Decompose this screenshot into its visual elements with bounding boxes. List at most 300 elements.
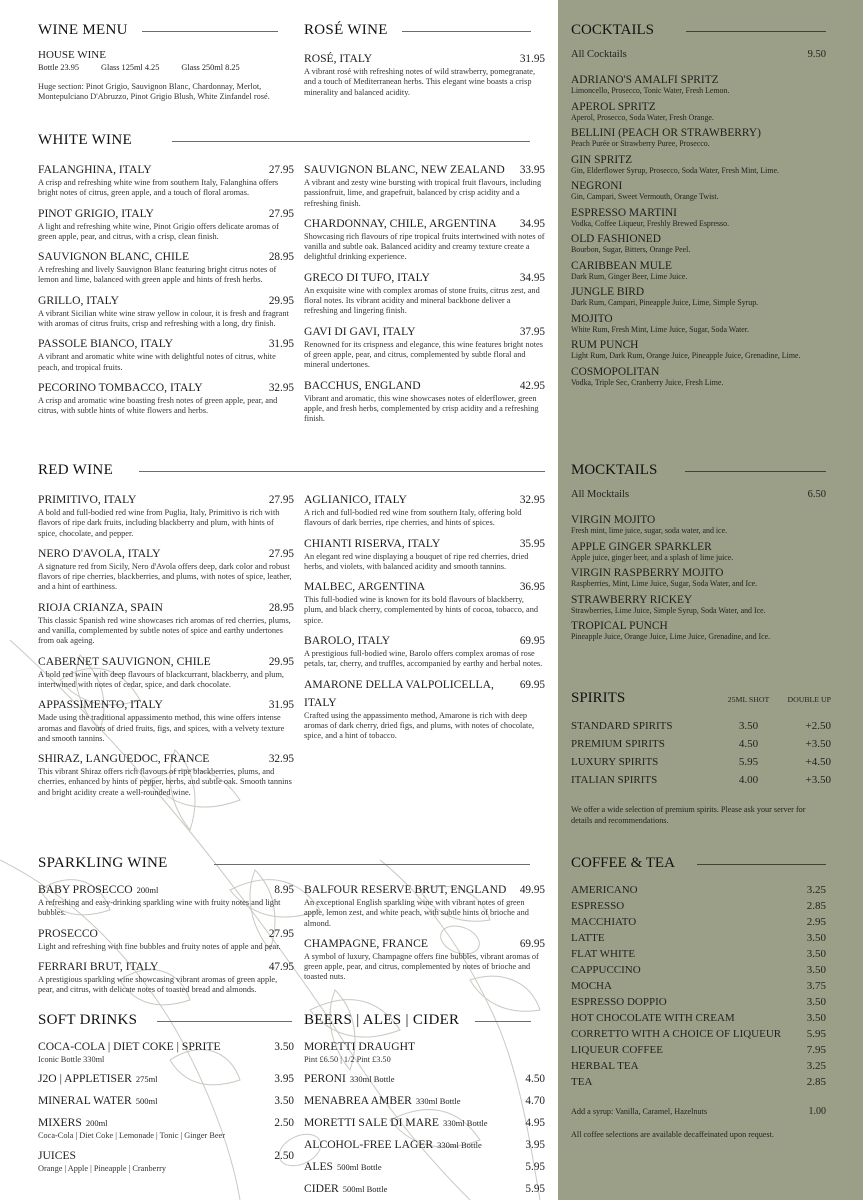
item-name-wrap (38, 957, 158, 975)
cocktails-section (571, 22, 826, 392)
item-name-wrap (304, 675, 520, 711)
house-wine-section (38, 22, 278, 103)
divider (475, 1021, 531, 1022)
item-name-wrap (38, 880, 158, 898)
cocktail-name: ESPRESSO MARTINI (571, 206, 677, 219)
item-price: 42.95 (519, 379, 545, 392)
menu-item (38, 490, 294, 539)
coffee-price: 3.50 (806, 1012, 826, 1024)
item-price: 36.95 (519, 581, 545, 594)
cocktail-ingredients: Dark Rum, Campari, Pineapple Juice, Lime, Simple Syrup. (571, 298, 759, 307)
sparkling-wine-title: SPARKLING WINE (38, 855, 168, 871)
item-description: An exquisite wine with complex aromas of stone fruits, citrus zest, and floral notes. Its vibrant acidity and mineral backbone deliver a refreshing and lingering finish. (304, 285, 540, 316)
cocktail-item (571, 207, 826, 229)
item-name-wrap (304, 1037, 415, 1055)
coffee-price: 2.85 (806, 1076, 826, 1088)
all-cocktails-label: All Cocktails (571, 49, 627, 60)
item-price: 8.95 (274, 884, 294, 896)
item-price: 4.50 (525, 1073, 545, 1086)
coffee-row (571, 898, 826, 914)
glass-250-price: Glass 250ml 8.25 (181, 63, 240, 72)
item-row (304, 1179, 545, 1197)
item-description: A symbol of luxury, Champagne offers fine bubbles, vibrant aromas of green apple, pear, and citrus, complemented by notes of brioche and toasted nuts. (304, 951, 539, 982)
item-price: 32.95 (519, 494, 545, 506)
coffee-row (571, 978, 826, 994)
menu-item (304, 376, 545, 425)
item-name-wrap (304, 214, 497, 232)
coffee-header (571, 855, 826, 872)
item-name: APPASSIMENTO, ITALY (38, 698, 163, 712)
red-wine-header (38, 462, 545, 479)
cocktail-item (571, 339, 826, 361)
item-size: 330ml Bottle (442, 1118, 488, 1129)
item-description: This classic Spanish red wine showcases rich aromas of red cherries, plums, and vanilla, complemented by subtle notes of spice and earthy undertones from oak ageing. (38, 615, 291, 646)
item-row (304, 214, 545, 232)
item-row (304, 534, 545, 552)
item-name: JUICES (38, 1148, 77, 1162)
spirit-shot-price: 4.50 (738, 738, 759, 750)
item-name-wrap (304, 1157, 382, 1175)
menu-item (38, 924, 294, 952)
item-price: 27.95 (268, 927, 294, 940)
spirit-shot-price: 5.95 (738, 756, 759, 768)
all-cocktails-price: 9.50 (807, 49, 826, 60)
menu-item (38, 880, 294, 919)
item-price: 3.50 (274, 1041, 294, 1053)
item-name-wrap (38, 695, 163, 713)
spirits-title: SPIRITS (571, 690, 626, 706)
item-name-wrap (304, 490, 407, 508)
item-row (304, 1113, 545, 1131)
item-name: MALBEC, ARGENTINA (304, 580, 426, 594)
divider (685, 471, 826, 472)
coffee-title: COFFEE & TEA (571, 855, 675, 871)
cocktail-item (571, 260, 826, 282)
coffee-row (571, 930, 826, 946)
all-mocktails-price: 6.50 (807, 489, 826, 500)
item-price: 37.95 (519, 325, 545, 338)
mocktail-name: TROPICAL PUNCH (571, 620, 668, 632)
item-row (304, 1069, 545, 1087)
cocktail-item (571, 74, 826, 96)
item-name-wrap (38, 291, 119, 309)
mocktail-name: VIRGIN RASPBERRY MOJITO (571, 567, 724, 579)
item-name: MENABREA AMBER (304, 1094, 412, 1108)
menu-item (38, 204, 294, 243)
item-name: COCA-COLA | DIET COKE | SPRITE (38, 1040, 221, 1053)
item-size: 500ml Bottle (336, 1162, 382, 1173)
beers-list (304, 1037, 545, 1197)
item-row (304, 1091, 545, 1109)
cocktail-ingredients: Dark Rum, Ginger Beer, Lime Juice. (571, 271, 688, 281)
menu-item (38, 695, 294, 744)
item-row (38, 1113, 294, 1131)
item-row (304, 1135, 545, 1153)
menu-item (38, 1037, 294, 1065)
coffee-row (571, 1042, 826, 1058)
cocktail-item (571, 313, 826, 335)
item-name-wrap (38, 1091, 157, 1109)
item-description: Coca-Cola | Diet Coke | Lemonade | Tonic | Ginger Beer (38, 1131, 226, 1141)
syrup-label: Add a syrup: Vanilla, Caramel, Hazelnuts (571, 1107, 708, 1116)
item-name-wrap (304, 1179, 387, 1197)
cocktail-name: COSMOPOLITAN (571, 365, 660, 378)
item-row (38, 1146, 294, 1164)
coffee-row (571, 1026, 826, 1042)
item-row (38, 1037, 294, 1055)
white-wine-header (38, 132, 530, 149)
item-description: A vibrant and zesty wine bursting with tropical fruit flavours, including passionfruit, lime, and grapefruit, balanced by crisp acidity and a refreshing finish. (304, 178, 542, 208)
item-row (38, 1069, 294, 1087)
item-row (38, 695, 294, 713)
item-description: Vibrant and aromatic, this wine showcases notes of elderflower, green apple, and fresh herbs, complemented by crisp acidity and a refreshing finish. (304, 393, 539, 424)
item-row (38, 749, 294, 767)
item-name: MORETTI SALE DI MARE (304, 1116, 439, 1130)
item-name: ROSÉ, ITALY (304, 52, 373, 65)
item-size: 500ml Bottle (342, 1184, 388, 1195)
divider (686, 31, 826, 32)
item-price: 27.95 (268, 207, 294, 220)
item-name-wrap (304, 1091, 461, 1109)
item-name: BAROLO, ITALY (304, 634, 391, 648)
item-price: 5.95 (525, 1183, 545, 1196)
menu-item (304, 1037, 545, 1065)
coffee-row (571, 914, 826, 930)
cocktail-ingredients: White Rum, Fresh Mint, Lime Juice, Sugar, Soda Water. (571, 324, 749, 334)
item-name-wrap (304, 880, 506, 898)
coffee-name: CAPPUCCINO (571, 964, 641, 976)
coffee-price: 2.95 (806, 916, 826, 928)
item-price: 27.95 (268, 547, 294, 560)
item-row (304, 577, 545, 595)
item-name: MINERAL WATER (38, 1094, 132, 1108)
item-row (304, 322, 545, 340)
menu-item (304, 1135, 545, 1153)
item-name-wrap (304, 934, 428, 952)
menu-item (38, 749, 294, 798)
cocktails-header (571, 22, 826, 39)
item-name: GRILLO, ITALY (38, 293, 119, 307)
menu-item (38, 1091, 294, 1109)
item-name: CABERNET SAUVIGNON, CHILE (38, 654, 211, 668)
syrup-price: 1.00 (808, 1106, 826, 1117)
item-row (38, 204, 294, 222)
menu-item (38, 1069, 294, 1087)
coffee-row (571, 1010, 826, 1026)
item-size: 330ml Bottle (437, 1140, 482, 1151)
mocktail-name: VIRGIN MOJITO (571, 514, 656, 526)
item-name: SAUVIGNON BLANC, NEW ZEALAND (304, 163, 505, 176)
menu-item (38, 291, 294, 330)
item-name-wrap (38, 247, 189, 265)
all-cocktails-row (571, 49, 826, 60)
item-description: This vibrant Shiraz offers rich flavours of ripe blackberries, plums, and cherries, enhanced by hints of pepper, herbs, and subtle oak. Smooth tannins and bright acidity create a well-rounded wine. (38, 767, 292, 797)
menu-item (38, 247, 294, 286)
cocktail-name: OLD FASHIONED (571, 233, 661, 245)
mocktail-item (571, 594, 826, 616)
item-name-wrap (304, 534, 440, 552)
item-description: A vibrant rosé with refreshing notes of wild strawberry, pomegranate, and a touch of Mediterranean herbs. This elegant wine boasts a crisp minerality and balanced acidity. (304, 67, 536, 97)
item-price: 4.95 (525, 1117, 545, 1130)
coffee-price: 3.50 (806, 932, 826, 944)
item-row (304, 1037, 545, 1055)
item-name: CHAMPAGNE, FRANCE (304, 936, 428, 950)
cocktail-item (571, 286, 826, 308)
wine-menu-header (38, 22, 278, 39)
house-wine-note: Huge section: Pinot Grigio, Sauvignon Blanc, Chardonnay, Merlot, Montepulciano D'Abruzzo, Pinot Grigio Blush, White Zinfandel rosé. (38, 82, 270, 102)
spirit-double-price: +3.50 (805, 774, 831, 786)
spirit-name: ITALIAN SPIRITS (571, 774, 658, 786)
white-wine-title: WHITE WINE (38, 132, 132, 148)
item-name: AMARONE DELLA VALPOLICELLA, ITALY (304, 677, 494, 709)
coffee-price: 2.85 (806, 900, 826, 912)
coffee-price: 3.50 (806, 948, 826, 960)
cocktail-ingredients: Light Rum, Dark Rum, Orange Juice, Pineapple Juice, Grenadine, Lime. (571, 351, 801, 360)
item-row (304, 376, 545, 394)
item-name: PERONI (304, 1072, 346, 1086)
coffee-row (571, 946, 826, 962)
item-size: 500ml (135, 1096, 158, 1107)
coffee-row (571, 1058, 826, 1074)
item-name: PECORINO TOMBACCO, ITALY (38, 380, 203, 394)
item-name: CHARDONNAY, CHILE, ARGENTINA (304, 216, 497, 230)
item-description: This full-bodied wine is known for its bold flavours of blackberry, plum, and black cherry, complemented by hints of cocoa, tobacco, and spice. (304, 595, 538, 625)
item-price: 5.95 (525, 1161, 545, 1174)
item-name-wrap (38, 1113, 108, 1131)
coffee-name: MOCHA (571, 980, 612, 992)
spirit-double-price: +2.50 (805, 720, 831, 732)
spirits-note: We offer a wide selection of premium spirits. Please ask your server for details and recommendations. (571, 805, 806, 825)
item-name-wrap (304, 268, 430, 286)
item-price: 35.95 (519, 537, 545, 550)
menu-item (304, 577, 545, 626)
coffee-name: CORRETTO WITH A CHOICE OF LIQUEUR (571, 1028, 782, 1040)
all-mocktails-label: All Mocktails (571, 489, 630, 500)
cocktail-ingredients: Vodka, Triple Sec, Cranberry Juice, Fresh Lime. (571, 377, 724, 387)
coffee-name: HOT CHOCOLATE WITH CREAM (571, 1012, 735, 1024)
item-row (304, 880, 545, 898)
spirit-row (571, 717, 831, 735)
divider (157, 1021, 292, 1022)
item-name: GRECO DI TUFO, ITALY (304, 270, 430, 284)
double-column-header: DOUBLE UP (787, 695, 831, 704)
item-price: 31.95 (519, 53, 545, 65)
item-row (38, 247, 294, 265)
coffee-row (571, 994, 826, 1010)
item-description: Showcasing rich flavours of ripe tropical fruits intertwined with notes of vanilla and subtle oak. Balanced acidity and creamy texture create a delightful drinking experience. (304, 231, 545, 262)
mocktail-ingredients: Fresh mint, lime juice, sugar, soda water, and ice. (571, 526, 728, 535)
coffee-name: AMERICANO (571, 884, 638, 896)
item-description: Crafted using the appassimento method, Amarone is rich with deep aromas of dark cherry, dried figs, and plums, with notes of chocolate, spice, and a hint of tobacco. (304, 710, 535, 741)
item-row (38, 957, 294, 975)
sparkling-left-list (38, 880, 294, 1000)
item-row (304, 49, 545, 67)
cocktail-name: BELLINI (PEACH OR STRAWBERRY) (571, 127, 761, 139)
spirit-shot-price: 4.00 (738, 774, 759, 786)
divider (139, 471, 545, 472)
item-name: AGLIANICO, ITALY (304, 493, 407, 506)
menu-item (38, 334, 294, 373)
item-description: A bold and full-bodied red wine from Puglia, Italy, Primitivo is rich with flavors of ripe dark fruits, including blackberry and plum, with hints of spice, chocolate, and pepper. (38, 508, 280, 538)
coffee-price: 3.50 (806, 964, 826, 976)
item-price: 29.95 (268, 655, 294, 668)
cocktail-item (571, 233, 826, 255)
menu-item (38, 378, 294, 417)
divider (402, 31, 531, 32)
menu-item (304, 160, 545, 209)
item-name-wrap (38, 1037, 221, 1055)
glass-125-price: Glass 125ml 4.25 (101, 63, 160, 72)
item-name-wrap (304, 376, 421, 394)
bottle-price: Bottle 23.95 (38, 63, 80, 72)
cocktail-item (571, 366, 826, 388)
item-name-wrap (304, 577, 425, 595)
item-row (38, 652, 294, 670)
menu-item (38, 544, 294, 593)
cocktail-ingredients: Bourbon, Sugar, Bitters, Orange Peel. (571, 245, 691, 254)
mocktails-header (571, 462, 826, 479)
item-name-wrap (38, 334, 173, 352)
item-name-wrap (38, 1069, 158, 1087)
item-description: A prestigious full-bodied wine, Barolo offers complex aromas of rose petals, tar, cherry, and truffles, accompanied by earthy and herbal notes. (304, 649, 543, 669)
mocktail-name: STRAWBERRY RICKEY (571, 593, 693, 606)
menu-item (38, 652, 294, 691)
menu-item (38, 957, 294, 996)
soft-drinks-list (38, 1037, 294, 1174)
spirit-row (571, 753, 831, 771)
menu-item (38, 1146, 294, 1174)
coffee-name: MACCHIATO (571, 916, 637, 928)
house-wine-name: HOUSE WINE (38, 49, 106, 61)
menu-item (304, 534, 545, 573)
item-name: CHIANTI RISERVA, ITALY (304, 536, 441, 550)
item-description: A vibrant and aromatic white wine with delightful notes of citrus, white peach, and tropical fruits. (38, 352, 276, 372)
mocktails-title: MOCKTAILS (571, 462, 658, 478)
soft-drinks-header (38, 1012, 294, 1029)
item-price: 33.95 (519, 164, 545, 176)
coffee-price: 3.25 (806, 884, 826, 896)
coffee-row (571, 882, 826, 898)
item-name-wrap (304, 49, 372, 67)
item-row (38, 1091, 294, 1109)
item-name: ALES (304, 1160, 333, 1174)
item-name-wrap (38, 544, 160, 562)
coffee-row (571, 962, 826, 978)
menu-item (304, 934, 545, 983)
item-description: A prestigious sparkling wine showcasing vibrant aromas of green apple, pear, and citrus, with delicate notes of toasted bread and almonds. (38, 974, 278, 995)
item-price: 28.95 (268, 601, 294, 614)
item-row (38, 598, 294, 616)
coffee-price: 3.25 (806, 1060, 826, 1072)
item-description: An elegant red wine displaying a bouquet of ripe red cherries, dried herbs, and violets, with balanced acidity and smooth tannins. (304, 551, 529, 571)
item-description: Pint £6.50 | 1/2 Pint £3.50 (304, 1055, 391, 1064)
item-price: 69.95 (519, 937, 545, 950)
item-price: 2.50 (274, 1149, 294, 1162)
item-name: BALFOUR RESERVE BRUT, ENGLAND (304, 883, 507, 896)
item-name: RIOJA CRIANZA, SPAIN (38, 600, 163, 614)
coffee-name: HERBAL TEA (571, 1060, 639, 1072)
rose-header (304, 22, 545, 39)
item-row (38, 924, 294, 942)
coffee-row (571, 1074, 826, 1090)
cocktail-name: JUNGLE BIRD (571, 286, 645, 298)
item-price: 3.50 (274, 1095, 294, 1108)
menu-item (304, 490, 545, 529)
menu-item (304, 1091, 545, 1109)
spirits-header (571, 690, 831, 707)
coffee-section (571, 855, 826, 1141)
sparkling-right-list (304, 880, 545, 988)
mocktails-list (571, 514, 826, 642)
item-description: A light and refreshing white wine, Pinot Grigio offers delicate aromas of green apple, pear, and citrus, with a crisp, clean finish. (38, 221, 279, 241)
coffee-name: ESPRESSO (571, 900, 625, 912)
house-wine-prices (38, 63, 278, 72)
item-name: NERO D'AVOLA, ITALY (38, 546, 161, 560)
beers-section (304, 1012, 545, 1200)
item-price: 3.95 (525, 1139, 545, 1152)
coffee-price: 3.75 (806, 980, 826, 992)
menu-item (304, 880, 545, 929)
cocktail-item (571, 180, 826, 202)
item-row (304, 675, 545, 711)
item-size: 200ml (136, 885, 159, 895)
beers-title: BEERS | ALES | CIDER (304, 1012, 460, 1028)
item-price: 69.95 (519, 678, 545, 691)
item-row (304, 1157, 545, 1175)
item-row (304, 268, 545, 286)
item-price: 29.95 (268, 294, 294, 307)
item-price: 69.95 (519, 635, 545, 648)
item-row (38, 160, 294, 178)
item-name-wrap (38, 1146, 76, 1164)
cocktail-name: RUM PUNCH (571, 339, 639, 351)
item-name: FALANGHINA, ITALY (38, 163, 152, 176)
spirit-row (571, 735, 831, 753)
coffee-list (571, 882, 826, 1090)
item-name-wrap (38, 490, 136, 508)
item-row (304, 934, 545, 952)
coffee-name: LIQUEUR COFFEE (571, 1044, 663, 1056)
cocktail-name: CARIBBEAN MULE (571, 259, 672, 272)
item-price: 34.95 (519, 271, 545, 284)
mocktails-section (571, 462, 826, 647)
menu-item (304, 675, 545, 742)
cocktails-title: COCKTAILS (571, 22, 654, 38)
cocktail-ingredients: Gin, Elderflower Syrup, Prosecco, Soda Water, Fresh Mint, Lime. (571, 165, 779, 175)
mocktail-ingredients: Raspberries, Mint, Lime Juice, Sugar, Soda Water, and Ice. (571, 579, 758, 588)
cocktail-name: ADRIANO'S AMALFI SPRITZ (571, 74, 719, 86)
item-name: CIDER (304, 1182, 339, 1196)
item-price: 28.95 (268, 251, 294, 264)
white-wine-left-list (38, 160, 294, 422)
coffee-price: 5.95 (806, 1028, 826, 1040)
menu-item (304, 631, 545, 670)
item-name: FERRARI BRUT, ITALY (38, 959, 159, 973)
mocktail-ingredients: Pineapple Juice, Orange Juice, Lime Juice, Grenadine, and Ice. (571, 632, 771, 641)
wine-menu-title: WINE MENU (38, 22, 128, 38)
soft-drinks-section (38, 1012, 294, 1178)
item-description: A bold red wine with deep flavours of blackcurrant, blackberry, and plum, intertwined with notes of cedar, spice, and dark chocolate. (38, 669, 284, 689)
soft-drinks-title: SOFT DRINKS (38, 1012, 138, 1028)
cocktail-item (571, 101, 826, 123)
item-name: BABY PROSECCO (38, 883, 133, 896)
item-description: Orange | Apple | Pineapple | Cranberry (38, 1163, 167, 1173)
item-name-wrap (38, 204, 154, 222)
item-row (38, 544, 294, 562)
menu-item (304, 322, 545, 371)
mocktail-ingredients: Apple juice, ginger beer, and a splash of lime juice. (571, 552, 734, 562)
item-size: 275ml (135, 1074, 158, 1085)
